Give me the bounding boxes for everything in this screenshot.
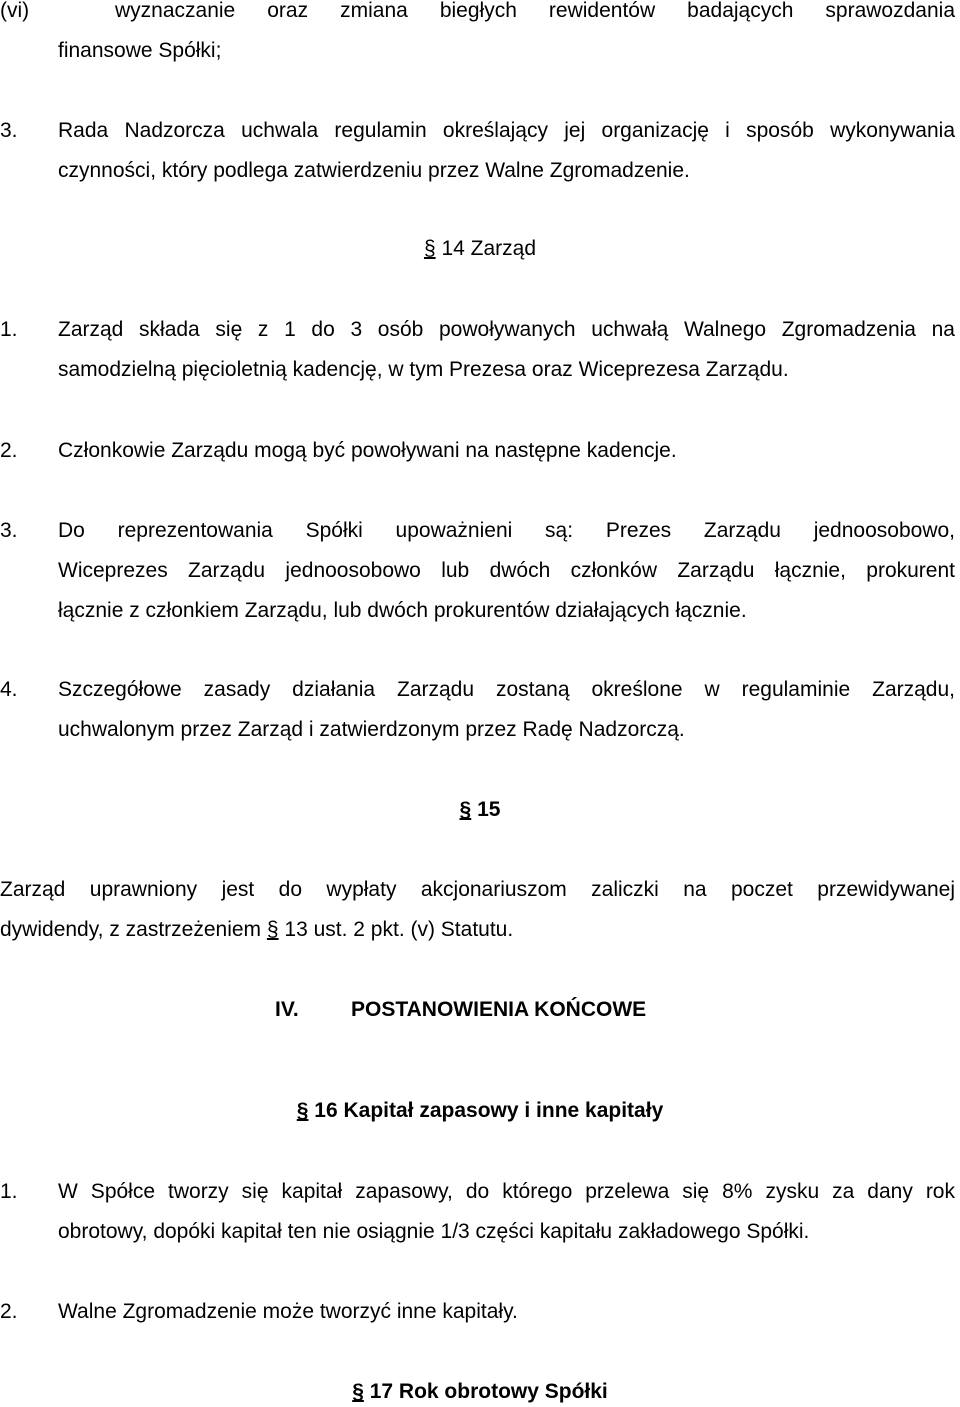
section-title: 16 Kapitał zapasowy i inne kapitały bbox=[314, 1099, 664, 1122]
list-number: 1. bbox=[0, 318, 18, 341]
paragraph-line: czynności, który podlega zatwierdzeniu przez Walne Zgromadzenie. bbox=[58, 159, 690, 182]
list-number: (vi) bbox=[0, 0, 30, 22]
paragraph-line: obrotowy, dopóki kapitał ten nie osiągnie 1/3 części kapitału zakładowego Spółki. bbox=[58, 1220, 810, 1243]
part-title: POSTANOWIENIA KOŃCOWE bbox=[351, 998, 647, 1021]
section-title: 17 Rok obrotowy Spółki bbox=[369, 1380, 608, 1403]
paragraph-line: wyznaczanie oraz zmiana biegłych rewidentów badających sprawozdania bbox=[115, 0, 955, 22]
paragraph-line: Wiceprezes Zarządu jednoosobowo lub dwóch członków Zarządu łącznie, prokurent bbox=[58, 559, 955, 582]
paragraph-line: finansowe Spółki; bbox=[58, 39, 222, 62]
paragraph-line: Zarząd uprawniony jest do wypłaty akcjonariuszom zaliczki na poczet przewidywanej bbox=[0, 878, 955, 901]
section-symbol: § bbox=[352, 1380, 364, 1403]
list-number: 1. bbox=[0, 1180, 18, 1203]
section-symbol: § bbox=[266, 918, 279, 941]
paragraph-line: Do reprezentowania Spółki upoważnieni są: Prezes Zarządu jednoosobowo, bbox=[58, 519, 955, 542]
section-heading-16 bbox=[0, 1096, 960, 1126]
section-symbol: § bbox=[423, 237, 436, 260]
section-title: 15 bbox=[477, 798, 501, 821]
paragraph-line: Zarząd składa się z 1 do 3 osób powoływanych uchwałą Walnego Zgromadzenia na bbox=[58, 318, 955, 341]
paragraph-line: uchwalonym przez Zarząd i zatwierdzonym przez Radę Nadzorczą. bbox=[58, 718, 685, 741]
list-number: 2. bbox=[0, 1300, 18, 1323]
paragraph-line: Walne Zgromadzenie może tworzyć inne kapitały. bbox=[58, 1300, 518, 1323]
list-number: 4. bbox=[0, 678, 18, 701]
text-run: dywidendy, z zastrzeżeniem bbox=[0, 918, 267, 941]
list-number: 3. bbox=[0, 119, 18, 142]
section-title: 14 Zarząd bbox=[441, 237, 537, 260]
paragraph-line: Szczegółowe zasady działania Zarządu zostaną określone w regulaminie Zarządu, bbox=[58, 678, 955, 701]
paragraph-line bbox=[0, 910, 955, 950]
list-number: 2. bbox=[0, 439, 18, 462]
list-number: 3. bbox=[0, 519, 18, 542]
paragraph-line: Członkowie Zarządu mogą być powoływani na następne kadencje. bbox=[58, 439, 677, 462]
section-symbol: § bbox=[296, 1099, 309, 1122]
section-symbol: § bbox=[459, 798, 472, 821]
paragraph-line: Rada Nadzorcza uchwala regulamin określający jej organizację i sposób wykonywania bbox=[58, 119, 955, 142]
text-run: 13 ust. 2 pkt. (v) Statutu. bbox=[278, 918, 514, 941]
paragraph-line: samodzielną pięcioletnią kadencję, w tym Prezesa oraz Wiceprezesa Zarządu. bbox=[58, 358, 789, 381]
paragraph-line: łącznie z członkiem Zarządu, lub dwóch prokurentów działających łącznie. bbox=[58, 599, 747, 622]
section-heading-15 bbox=[0, 795, 960, 825]
paragraph-line: W Spółce tworzy się kapitał zapasowy, do którego przelewa się 8% zysku za dany rok bbox=[58, 1180, 955, 1203]
part-number: IV. bbox=[275, 998, 299, 1021]
section-heading-14 bbox=[0, 234, 960, 264]
section-heading-17 bbox=[0, 1377, 960, 1407]
